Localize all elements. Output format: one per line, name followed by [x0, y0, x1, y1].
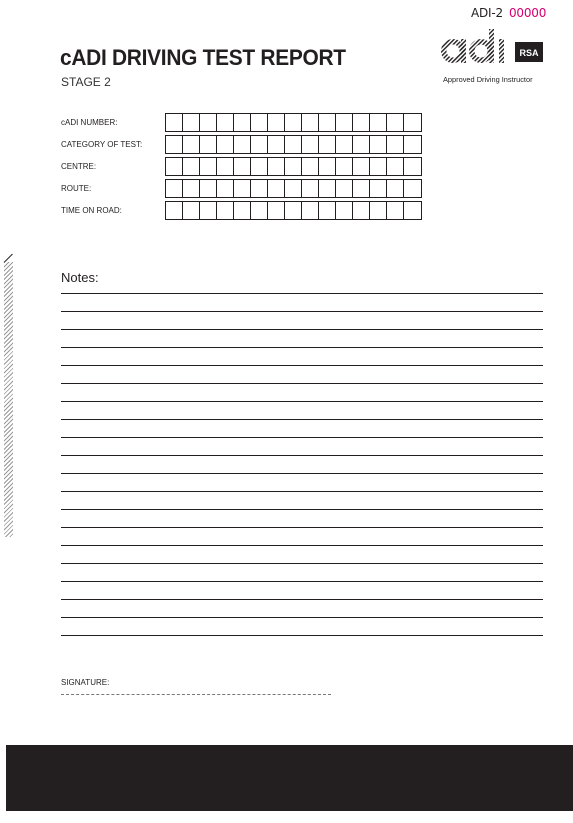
logo-letter-d [469, 29, 494, 63]
note-line[interactable] [61, 563, 543, 564]
character-boxes[interactable] [165, 157, 422, 176]
note-line[interactable] [61, 527, 543, 528]
form-code-label: ADI-2 [471, 6, 503, 20]
note-line[interactable] [61, 365, 543, 366]
note-line[interactable] [61, 509, 543, 510]
note-line[interactable] [61, 329, 543, 330]
character-boxes[interactable] [165, 179, 422, 198]
field-label: CENTRE: [61, 162, 97, 171]
page-title: cADI DRIVING TEST REPORT [60, 45, 346, 70]
note-line[interactable] [61, 635, 543, 636]
logo-letter-a [441, 39, 466, 63]
field-label: TIME ON ROAD: [61, 206, 122, 215]
note-line[interactable] [61, 599, 543, 600]
note-line[interactable] [61, 347, 543, 348]
page-subtitle: STAGE 2 [61, 75, 111, 89]
field-label: CATEGORY OF TEST: [61, 140, 143, 149]
note-line[interactable] [61, 581, 543, 582]
character-boxes[interactable] [165, 113, 422, 132]
note-line[interactable] [61, 455, 543, 456]
note-line[interactable] [61, 491, 543, 492]
note-line[interactable] [61, 383, 543, 384]
field-label: ROUTE: [61, 184, 92, 193]
note-line[interactable] [61, 311, 543, 312]
side-hatch-strip [4, 262, 13, 537]
signature-label: SIGNATURE: [61, 678, 110, 687]
form-code [471, 6, 546, 20]
note-line[interactable] [61, 401, 543, 402]
footer-bar [6, 745, 573, 811]
note-line[interactable] [61, 473, 543, 474]
logo-tagline: Approved Driving Instructor [443, 75, 533, 84]
note-line[interactable] [61, 419, 543, 420]
note-line[interactable] [61, 437, 543, 438]
note-line[interactable] [61, 293, 543, 294]
notes-label: Notes: [61, 270, 99, 285]
signature-line[interactable] [61, 694, 331, 695]
note-line[interactable] [61, 617, 543, 618]
rsa-badge-text: RSA [519, 48, 539, 58]
form-number: 00000 [508, 6, 547, 20]
note-line[interactable] [61, 545, 543, 546]
character-boxes[interactable] [165, 135, 422, 154]
logo-letter-i [499, 39, 504, 63]
character-boxes[interactable] [165, 201, 422, 220]
field-label: cADI NUMBER: [61, 118, 118, 127]
